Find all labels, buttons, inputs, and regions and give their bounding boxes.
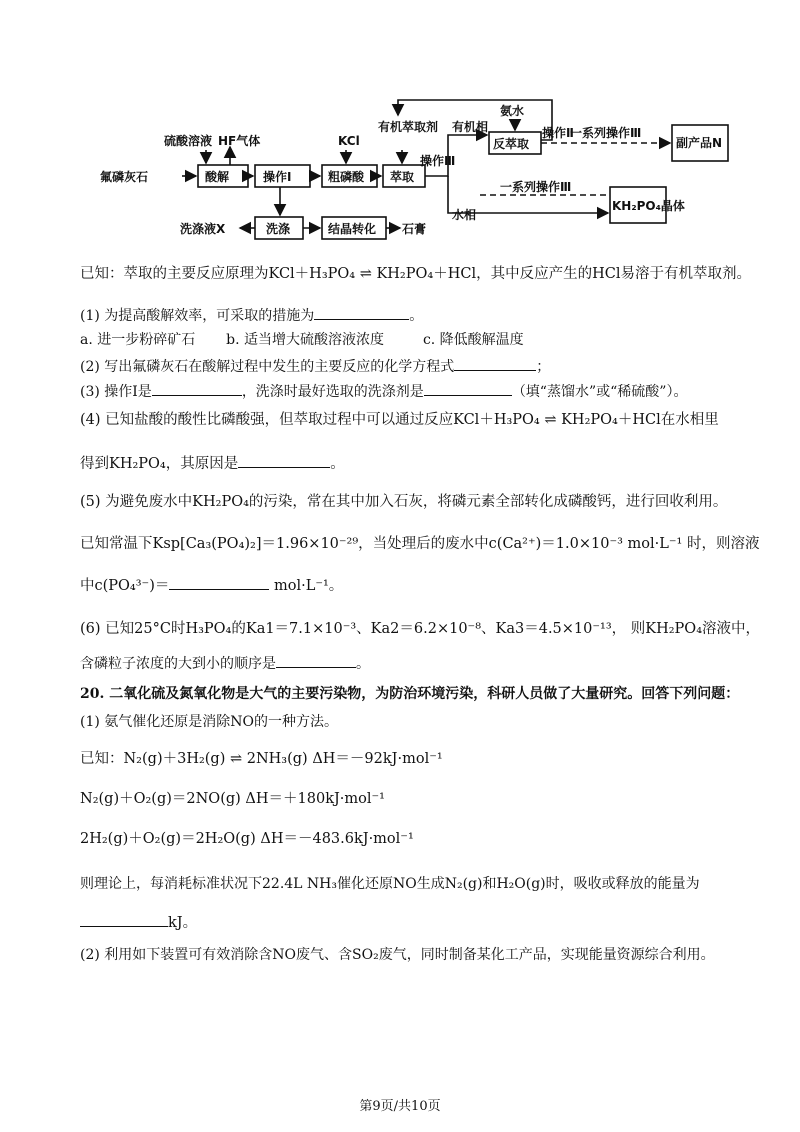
equation-2: N₂(g)＋O₂(g)＝2NO(g) ΔH＝＋180kJ·mol⁻¹ xyxy=(80,791,385,807)
q1-blank[interactable] xyxy=(314,305,409,320)
label-aqueous: 水相 xyxy=(452,208,477,222)
label-extractant: 有机萃取剂 xyxy=(378,120,439,134)
q1-text: (1) 为提高酸解效率，可采取的措施为 xyxy=(80,308,315,324)
q5-text: 中c(PO₄³⁻)＝ xyxy=(80,578,170,594)
q3-blank-2[interactable] xyxy=(424,381,512,396)
question-20-1-answer xyxy=(80,912,197,933)
question-20-1: (1) 氨气催化还原是消除NO的一种方法。 xyxy=(80,714,339,730)
label-organic: 有机相 xyxy=(452,120,489,134)
question-20-1b: 则理论上，每消耗标准状况下22.4L NH₃催化还原NO生成N₂(g)和H₂O(g)时，吸收或释放的能量为 xyxy=(80,876,700,892)
question-2: (2) 写出氟磷灰石在酸解过程中发生的主要反应的化学方程式 ； xyxy=(80,356,550,376)
question-3 xyxy=(80,381,687,401)
known-statement: 已知：萃取的主要反应原理为KCl＋H₃PO₄ ⇌ KH₂PO₄＋HCl，其中反应产生的HCl易溶于有机萃取剂。 xyxy=(80,266,751,282)
question-5-line2: 已知常温下Ksp[Ca₃(PO₄)₂]＝1.96×10⁻²⁹，当处理后的废水中c(Ca²⁺)＝1.0×10⁻³ mol·L⁻¹ 时，则溶液 xyxy=(80,536,760,552)
q20-1-blank[interactable] xyxy=(80,912,168,927)
q1-option-a: a. 进一步粉碎矿石 xyxy=(80,332,196,348)
question-20-2: (2) 利用如下装置可有效消除含NO废气、含SO₂废气，同时制备某化工产品，实现能量资源综合利用。 xyxy=(80,947,715,963)
question-4-line2: 得到KH₂PO₄，其原因是 。 xyxy=(80,453,345,474)
label-extraction: 萃取 xyxy=(390,170,415,184)
q5-blank[interactable] xyxy=(169,575,269,590)
q3-part-a: (3) 操作Ⅰ是 xyxy=(80,384,152,400)
q3-part-b: ，洗涤时最好选取的洗涤剂是 xyxy=(241,384,424,400)
label-byproduct: 副产品N xyxy=(676,136,723,150)
q4-blank[interactable] xyxy=(238,453,330,468)
equation-1: 已知：N₂(g)＋3H₂(g) ⇌ 2NH₃(g) ΔH＝－92kJ·mol⁻¹ xyxy=(80,751,443,767)
label-series-b: 一系列操作Ⅲ xyxy=(500,180,572,194)
page-footer: 第9页/共10页 xyxy=(359,1099,441,1114)
label-crystal: 结晶转化 xyxy=(328,222,377,236)
label-hf: HF气体 xyxy=(218,134,261,148)
label-raw-material: 氟磷灰石 xyxy=(100,170,149,184)
q2-text: (2) 写出氟磷灰石在酸解过程中发生的主要反应的化学方程式 xyxy=(80,359,455,375)
q6-blank[interactable] xyxy=(276,653,356,668)
process-flowchart xyxy=(80,95,770,245)
q3-blank-1[interactable] xyxy=(152,381,242,396)
question-5-line3 xyxy=(80,575,343,596)
q1-options xyxy=(80,331,720,349)
label-ammonia: 氨水 xyxy=(500,104,525,118)
label-op2: 操作Ⅱ xyxy=(542,126,574,140)
label-kh2po4: KH₂PO₄晶体 xyxy=(612,199,685,213)
question-1: (1) 为提高酸解效率，可采取的措施为 。 xyxy=(80,305,423,325)
label-back-extraction: 反萃取 xyxy=(493,137,530,151)
question-6-line2: 含磷粒子浓度的大到小的顺序是 。 xyxy=(80,653,370,673)
q2-blank[interactable] xyxy=(454,356,536,371)
q1-option-b: b. 适当增大硫酸溶液浓度 xyxy=(226,332,385,348)
label-wash-liquid: 洗涤液X xyxy=(180,222,226,236)
label-kcl: KCl xyxy=(338,134,360,148)
flowchart-svg xyxy=(80,95,770,245)
label-op3: 操作Ⅲ xyxy=(420,154,456,168)
label-gypsum: 石膏 xyxy=(402,222,427,236)
equation-3: 2H₂(g)＋O₂(g)＝2H₂O(g) ΔH＝－483.6kJ·mol⁻¹ xyxy=(80,831,414,847)
q4-text: 得到KH₂PO₄，其原因是 xyxy=(80,456,239,472)
q1-option-c: c. 降低酸解温度 xyxy=(422,332,524,348)
q20-1-unit: kJ。 xyxy=(168,915,198,931)
label-sulfuric: 硫酸溶液 xyxy=(164,134,213,148)
label-wash: 洗涤 xyxy=(266,222,291,236)
question-6-line1: (6) 已知25°C时H₃PO₄的Ka1＝7.1×10⁻³、Ka2＝6.2×10⁻⁸、Ka3＝4.5×10⁻¹³， 则KH₂PO₄溶液中， xyxy=(80,621,761,637)
label-series-a: 一系列操作Ⅲ xyxy=(570,126,642,140)
q6-text: 含磷粒子浓度的大到小的顺序是 xyxy=(80,656,276,672)
q5-unit: mol·L⁻¹。 xyxy=(273,578,344,594)
label-crude: 粗磷酸 xyxy=(328,170,365,184)
question-5-line1: (5) 为避免废水中KH₂PO₄的污染，常在其中加入石灰，将磷元素全部转化成磷酸钙，进行回收利用。 xyxy=(80,494,728,510)
q3-part-c: （填“蒸馏水”或“稀硫酸”）。 xyxy=(511,384,688,400)
question-20: 20. 二氧化硫及氮氧化物是大气的主要污染物，为防治环境污染，科研人员做了大量研究。回答下列问题： xyxy=(80,686,740,702)
label-op1: 操作Ⅰ xyxy=(263,170,292,184)
question-4-line1: (4) 已知盐酸的酸性比磷酸强，但萃取过程中可以通过反应KCl＋H₃PO₄ ⇌ KH₂PO₄＋HCl在水相里 xyxy=(80,412,719,428)
label-acid-dissolve: 酸解 xyxy=(205,170,230,184)
